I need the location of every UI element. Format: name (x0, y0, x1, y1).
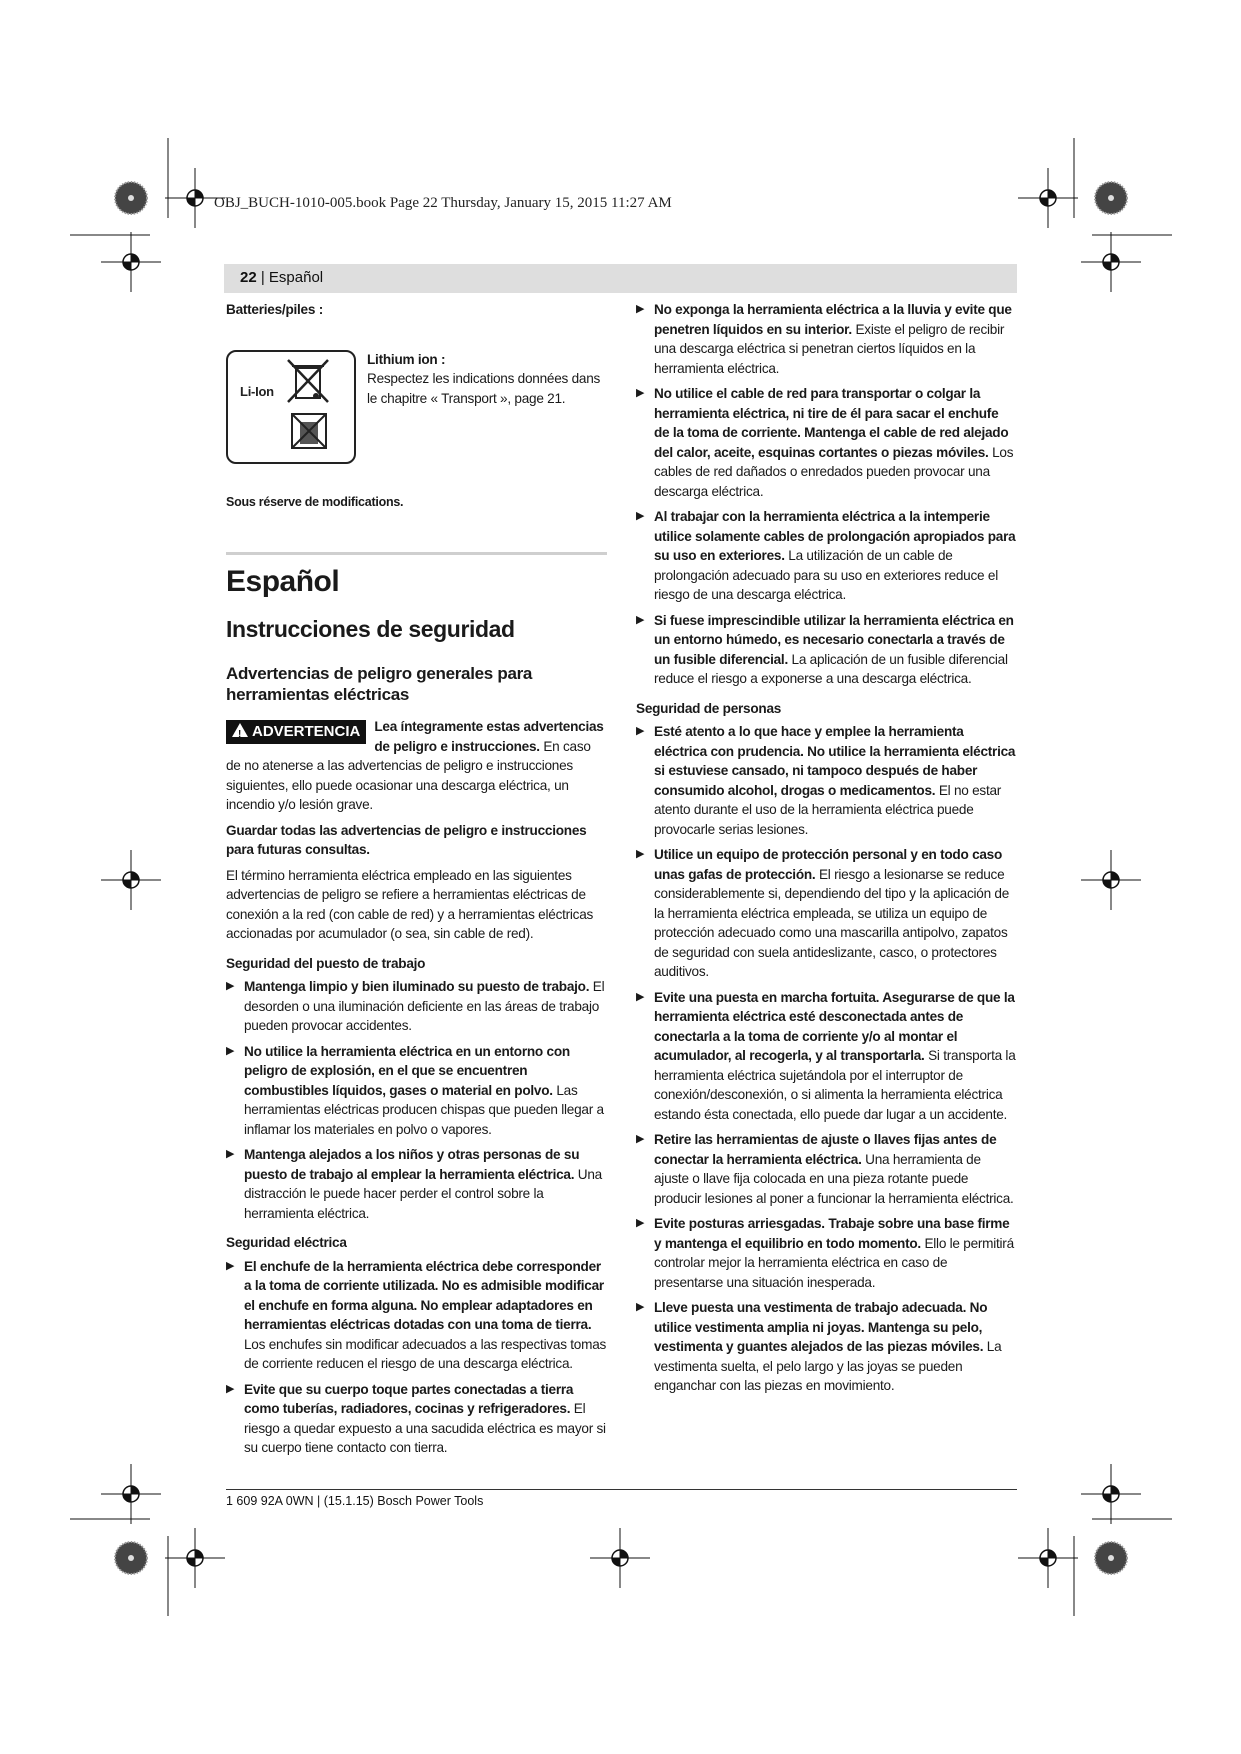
bullet-icon: ▶ (226, 1382, 235, 1395)
item-bold: No exponga la herramienta eléctrica a la lluvia y evite que penetren líquidos en su interior. (654, 302, 1012, 337)
list-item (636, 384, 1017, 501)
item-text: La vestimenta suelta, el pelo largo y las joyas se pueden enganchar con las piezas en movimiento. (654, 1339, 1002, 1393)
safety-title: Instrucciones de seguridad (226, 616, 515, 642)
warning-label: ADVERTENCIA (252, 723, 361, 740)
bullet-icon: ▶ (636, 1133, 645, 1145)
bullet-icon: ▶ (636, 848, 645, 860)
list-item (636, 845, 1017, 982)
bullet-icon: ▶ (226, 1259, 235, 1272)
crosshair-left-bottom (101, 1464, 161, 1524)
item-text: El desorden o una iluminación deficiente en las áreas de trabajo pueden provocar accidentes. (244, 979, 605, 1033)
item-bold: Lleve puesta una vestimenta de trabajo adecuada. No utilice vestimenta amplia ni joyas. Mantenga su pelo, vestimenta y guantes alejados de las piezas móviles. (654, 1300, 988, 1354)
item-bold: Retire las herramientas de ajuste o llaves fijas antes de conectar la herramienta eléctrica. (654, 1132, 997, 1167)
keep-instructions: Guardar todas las advertencias de peligro e instrucciones para futuras consultas. (226, 822, 587, 857)
list-item (636, 1214, 1017, 1292)
item-bold: Evite que su cuerpo toque partes conectadas a tierra como tuberías, radiadores, cocinas y refrigeradores. (244, 1381, 574, 1416)
list-item (226, 1380, 607, 1458)
color-star-top-left (115, 182, 147, 214)
workplace-list (226, 977, 607, 1223)
definition-text: El término herramienta eléctrica empleado en las siguientes advertencias de peligro se refiere a herramientas eléctricas de conexión a la red (con cable de red) y a herramientas eléctricas accionadas por acumulador (o sea, sin cable de red). (226, 867, 594, 941)
item-text: Los cables de red dañados o enredados pueden provocar una descarga eléctrica. (654, 444, 1014, 499)
page-header-bar (224, 264, 1017, 293)
crosshair-right-middle (1081, 850, 1141, 910)
bullet-icon: ▶ (226, 1148, 235, 1160)
color-star-bottom-right (1095, 1542, 1127, 1574)
item-bold: Evite una puesta en marcha fortuita. Asegurarse de que la herramienta eléctrica esté desconectada antes de conectarla a la toma de corriente y/o al montar el acumulador, al recogerla, y al transportarla. (654, 989, 1015, 1063)
bullet-icon: ▶ (226, 980, 235, 992)
battery-disposal-icon (226, 350, 356, 464)
footer-rule (226, 1489, 1017, 1490)
list-item (636, 1130, 1017, 1208)
electrical-list-continued (636, 300, 1017, 689)
crosshair-top-right (1018, 168, 1078, 228)
page-header: 22 | Español (240, 269, 324, 286)
list-item (226, 1257, 607, 1374)
item-text: La aplicación de un fusible diferencial reduce el riesgo a exponerse a una descarga eléctrica. (654, 651, 1008, 686)
personal-heading: Seguridad de personas (636, 700, 782, 716)
item-bold: No utilice la herramienta eléctrica en un entorno con peligro de explosión, en el que se encuentren combustibles líquidos, gases o material en polvo. (244, 1043, 570, 1098)
item-text: Una herramienta de ajuste o llave fija colocada en una pieza rotante puede producir lesiones al poner a funcionar la herramienta eléctrica. (654, 1151, 1014, 1206)
list-item (636, 300, 1017, 378)
header-language: Español (268, 269, 324, 286)
bullet-icon: ▶ (636, 303, 645, 315)
right-column (636, 300, 1017, 1402)
item-text: Si transporta la herramienta eléctrica sujetándola por el interruptor de conexión/desconexión, o si alimenta la herramienta eléctrica estando ésta conectada, ello puede dar lugar a un accidente. (654, 1048, 1016, 1122)
color-star-bottom-left (115, 1542, 147, 1574)
list-item (636, 611, 1017, 689)
item-bold: Utilice un equipo de protección personal y en todo caso unas gafas de protección. (654, 847, 1003, 882)
bullet-icon: ▶ (226, 1044, 235, 1057)
warning-text: En caso de no atenerse a las advertencias de peligro e instrucciones siguientes, ello puede ocasionar una descarga eléctrica, un incendio y/o lesión grave. (226, 738, 591, 812)
warning-triangle-icon: ! (232, 723, 248, 737)
warning-badge (226, 720, 366, 744)
workplace-heading: Seguridad del puesto de trabajo (226, 955, 426, 971)
list-item (636, 507, 1017, 605)
electrical-heading: Seguridad eléctrica (226, 1235, 347, 1250)
item-bold: Mantenga limpio y bien iluminado su puesto de trabajo. (244, 979, 590, 994)
item-text: Las herramientas eléctricas producen chispas que pueden llegar a inflamar los materiales en polvo o vapores. (244, 1082, 604, 1137)
item-bold: Esté atento a lo que hace y emplee la herramienta eléctrica con prudencia. No utilice la herramienta eléctrica si estuviese cansado, ni tampoco después de haber consumido alcohol, drogas o medicamentos. (654, 724, 1016, 798)
item-text: Ello le permitirá controlar mejor la herramienta eléctrica en caso de presentarse una situación inesperada. (654, 1235, 1014, 1290)
item-text: El no estar atento durante el uso de la herramienta eléctrica puede provocarle serias lesiones. (654, 782, 1002, 837)
electrical-list (226, 1257, 607, 1458)
warning-bold: Lea íntegramente estas advertencias de peligro e instrucciones. (374, 719, 604, 754)
batteries-title: Batteries/piles : (226, 302, 323, 317)
page-footer: 1 609 92A 0WN | (15.1.15) Bosch Power Tools (226, 1494, 484, 1508)
crossed-battery-icon (292, 414, 326, 448)
reserve-note: Sous réserve de modifications. (226, 494, 404, 509)
list-item (226, 1145, 607, 1223)
page-number: 22 (240, 269, 257, 286)
personal-list (636, 722, 1017, 1396)
list-item (226, 1042, 607, 1140)
item-text: La utilización de un cable de prolongación adecuado para su uso en exteriores reduce el riesgo de una descarga eléctrica. (654, 548, 998, 602)
section-rule (226, 552, 607, 555)
bullet-icon: ▶ (636, 990, 645, 1003)
bullet-icon: ▶ (636, 510, 645, 522)
item-bold: Mantenga alejados a los niños y otras personas de su puesto de trabajo al emplear la herramienta eléctrica. (244, 1147, 580, 1182)
list-item (636, 988, 1017, 1125)
item-text: El riesgo a lesionarse se reduce considerablemente si, dependiendo del tipo y la aplicación de la herramienta eléctrica empleada, se utiliza un equipo de protección adecuado como una mascarilla antipolvo, zapatos de seguridad con suela antideslizante, casco, o protectores auditivos. (654, 866, 1010, 979)
batteries-block (226, 324, 607, 449)
crosshair-left-top (101, 232, 161, 292)
left-column (226, 300, 607, 1464)
crossed-bin-icon (288, 360, 328, 402)
list-item (226, 977, 607, 1036)
crosshair-right-bottom (1081, 1464, 1141, 1524)
bullet-icon: ▶ (636, 725, 645, 737)
color-star-top-right (1095, 182, 1127, 214)
item-bold: No utilice el cable de red para transportar o colgar la herramienta eléctrica, ni tire de él para sacar el enchufe de la toma de corriente. Mantenga el cable de red alejado del calor, aceite, esquinas cortantes o piezas móviles. (654, 386, 1009, 460)
language-title: Español (226, 565, 340, 598)
item-text: Los enchufes sin modificar adecuados a las respectivas tomas de corriente reducen el riesgo de una descarga eléctrica. (244, 1336, 607, 1371)
general-warnings-heading: Advertencias de peligro generales para herramientas eléctricas (226, 664, 533, 704)
lithium-heading: Lithium ion : (367, 351, 446, 367)
bullet-icon: ▶ (636, 613, 645, 626)
lithium-text: Respectez les indications données dans le chapitre « Transport », page 21. (367, 371, 601, 406)
bullet-icon: ▶ (636, 1301, 645, 1313)
print-slug: OBJ_BUCH-1010-005.book Page 22 Thursday, January 15, 2015 11:27 AM (214, 195, 672, 211)
item-text: El riesgo a quedar expuesto a una sacudida eléctrica es mayor si su cuerpo tiene contacto con tierra. (244, 1401, 606, 1455)
battery-instructions (367, 350, 607, 409)
item-bold: Al trabajar con la herramienta eléctrica a la intemperie utilice solamente cables de prolongación apropiados para su uso en exteriores. (654, 509, 1016, 563)
bullet-icon: ▶ (636, 1217, 645, 1229)
item-text: Existe el peligro de recibir una descarga eléctrica si penetran ciertos líquidos en la herramienta eléctrica. (654, 321, 1005, 376)
item-bold: El enchufe de la herramienta eléctrica debe corresponder a la toma de corriente utilizada. No es admisible modificar el enchufe en forma alguna. No emplear adaptadores en herramientas eléctricas dotadas con una toma de tierra. (244, 1258, 604, 1332)
item-bold: Evite posturas arriesgadas. Trabaje sobre una base firme y mantenga el equilibrio en todo momento. (654, 1216, 1010, 1251)
li-ion-label: Li-Ion (240, 383, 274, 399)
crosshair-bottom-left (165, 1528, 225, 1588)
crosshair-bottom-center (590, 1528, 650, 1588)
warning-paragraph (226, 717, 607, 815)
crosshair-right-top (1081, 232, 1141, 292)
list-item (636, 1298, 1017, 1396)
crosshair-bottom-right (1018, 1528, 1078, 1588)
crosshair-left-middle (101, 850, 161, 910)
item-text: Una distracción le puede hacer perder el control sobre la herramienta eléctrica. (244, 1166, 602, 1221)
bullet-icon: ▶ (636, 387, 645, 399)
item-bold: Si fuese imprescindible utilizar la herramienta eléctrica en un entorno húmedo, es necesario conectarla a través de un fusible diferencial. (654, 612, 1014, 667)
list-item (636, 722, 1017, 839)
